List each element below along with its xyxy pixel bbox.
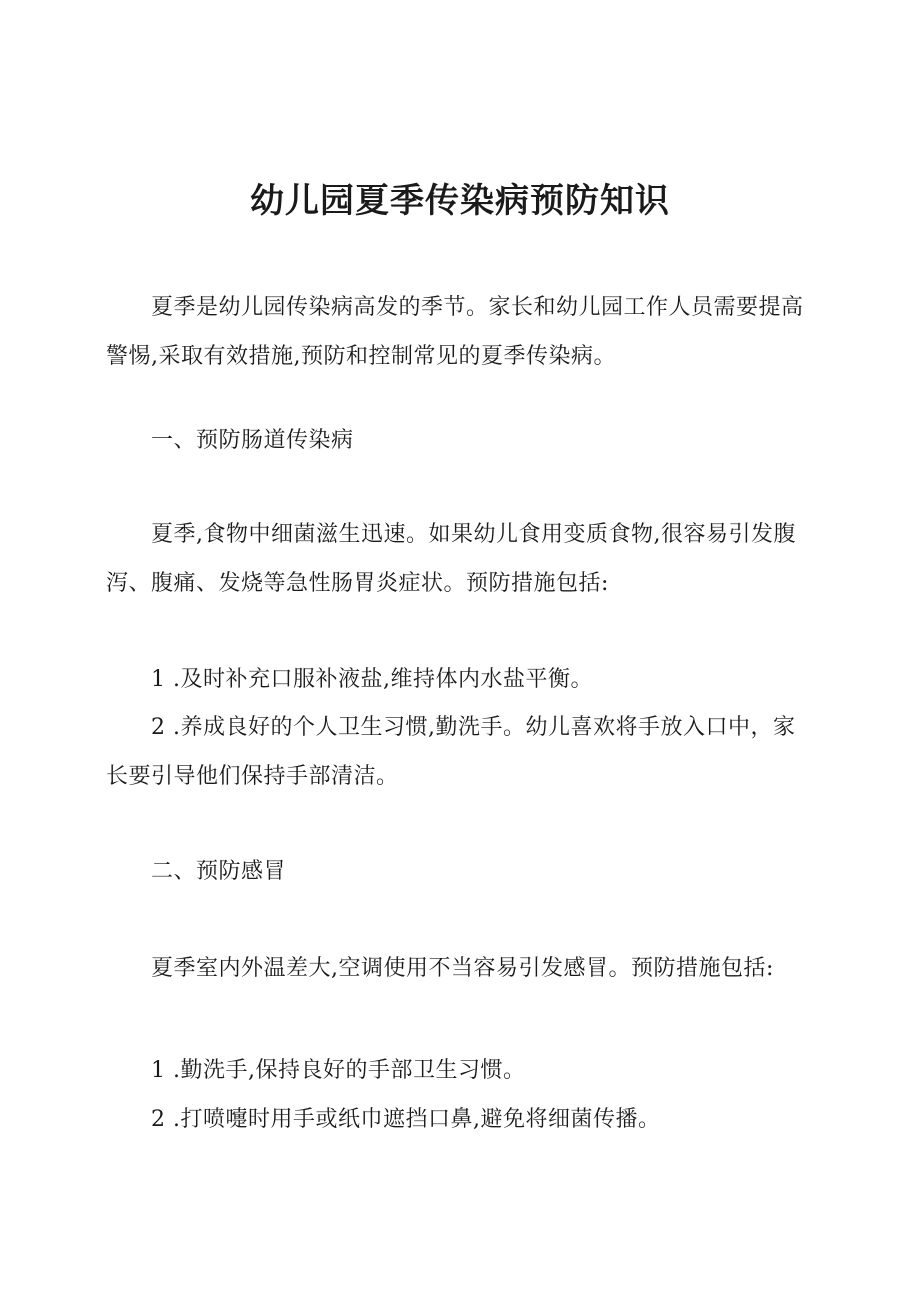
section-2-body: 夏季室内外温差大,空调使用不当容易引发感冒。预防措施包括: xyxy=(151,956,774,981)
intro-paragraph: 夏季是幼儿园传染病高发的季节。家长和幼儿园工作人员需要提高警惕,采取有效措施,预防和控制常见的夏季传染病。 xyxy=(106,295,804,369)
section-1-body: 夏季,食物中细菌滋生迅速。如果幼儿食用变质食物,很容易引发腹泻、腹痛、发烧等急性肠胃炎症状。预防措施包括: xyxy=(106,522,796,596)
section-1-heading: 一、预防肠道传染病 xyxy=(151,428,354,453)
section-2-item-1: 1 .勤洗手,保持良好的手部卫生习惯。 xyxy=(151,1058,526,1083)
section-2-item-2: 2 .打喷嚏时用手或纸巾遮挡口鼻,避免将细菌传播。 xyxy=(151,1107,661,1132)
section-1-item-2: 2 .养成良好的个人卫生习惯,勤洗手。幼儿喜欢将手放入口中，家长要引导他们保持手部清洁。 xyxy=(106,715,796,789)
section-2-heading: 二、预防感冒 xyxy=(151,859,287,884)
section-1-item-1: 1 .及时补充口服补液盐,维持体内水盐平衡。 xyxy=(151,667,593,692)
document-title: 幼儿园夏季传染病预防知识 xyxy=(250,181,670,221)
